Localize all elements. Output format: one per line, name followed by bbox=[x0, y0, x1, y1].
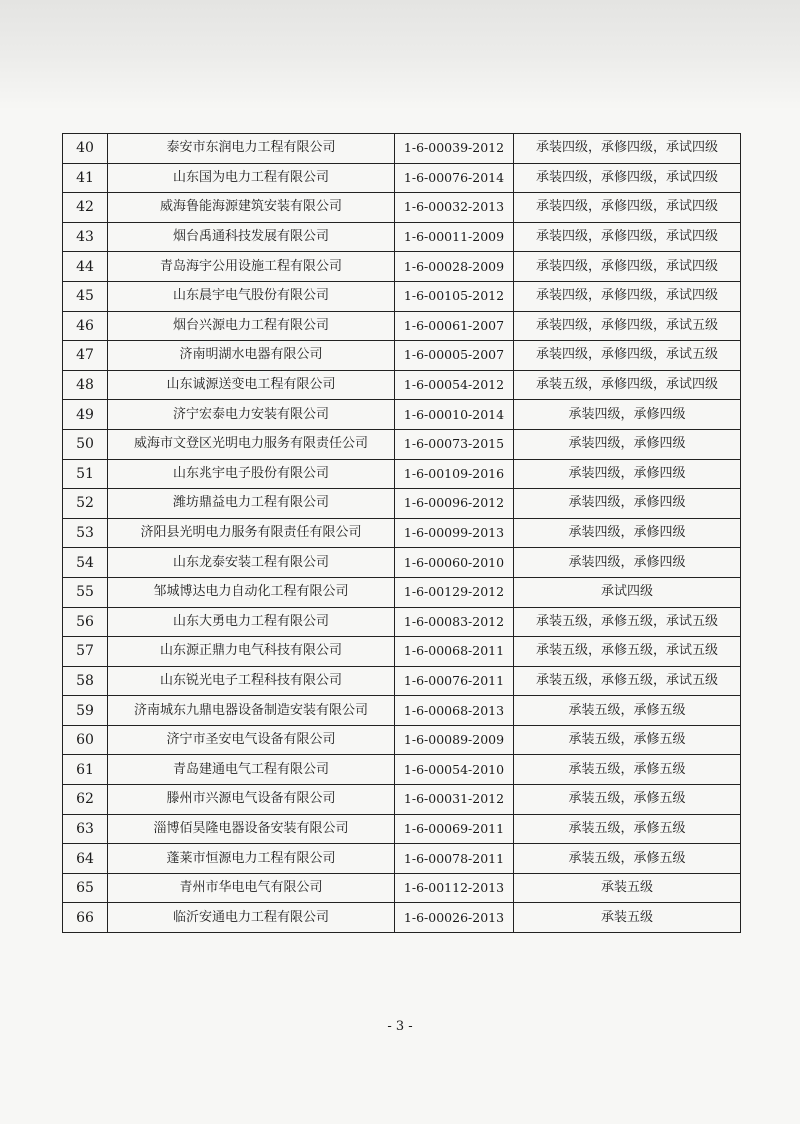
table-row bbox=[63, 518, 741, 548]
row-number: 40 bbox=[63, 134, 108, 164]
company-name: 临沂安通电力工程有限公司 bbox=[108, 903, 395, 933]
qualification-grade: 承装四级，承修四级 bbox=[514, 518, 741, 548]
qualification-grade: 承试四级 bbox=[514, 577, 741, 607]
table-row bbox=[63, 577, 741, 607]
certificate-code: 1-6-00069-2011 bbox=[395, 814, 514, 844]
table-row bbox=[63, 341, 741, 371]
qualification-grade: 承装四级，承修四级，承试五级 bbox=[514, 311, 741, 341]
row-number: 42 bbox=[63, 193, 108, 223]
company-name: 青州市华电电气有限公司 bbox=[108, 873, 395, 903]
qualification-grade: 承装四级，承修四级 bbox=[514, 459, 741, 489]
certificate-code: 1-6-00010-2014 bbox=[395, 400, 514, 430]
certificate-code: 1-6-00005-2007 bbox=[395, 341, 514, 371]
certificate-code: 1-6-00061-2007 bbox=[395, 311, 514, 341]
row-number: 63 bbox=[63, 814, 108, 844]
qualification-grade: 承装四级，承修四级，承试四级 bbox=[514, 252, 741, 282]
page-number: - 3 - bbox=[387, 1019, 413, 1034]
qualification-grade: 承装四级，承修四级 bbox=[514, 548, 741, 578]
company-name: 山东兆宇电子股份有限公司 bbox=[108, 459, 395, 489]
certificate-code: 1-6-00028-2009 bbox=[395, 252, 514, 282]
company-name: 烟台禹通科技发展有限公司 bbox=[108, 222, 395, 252]
table-row bbox=[63, 814, 741, 844]
qualification-grade: 承装五级，承修五级 bbox=[514, 696, 741, 726]
table-row bbox=[63, 548, 741, 578]
company-name: 潍坊鼎益电力工程有限公司 bbox=[108, 489, 395, 519]
table-row bbox=[63, 725, 741, 755]
company-name: 济宁宏泰电力安装有限公司 bbox=[108, 400, 395, 430]
company-name: 山东大勇电力工程有限公司 bbox=[108, 607, 395, 637]
row-number: 56 bbox=[63, 607, 108, 637]
row-number: 50 bbox=[63, 429, 108, 459]
qualification-grade: 承装五级，承修五级，承试五级 bbox=[514, 607, 741, 637]
company-name: 山东国为电力工程有限公司 bbox=[108, 163, 395, 193]
table-row bbox=[63, 696, 741, 726]
company-name: 蓬莱市恒源电力工程有限公司 bbox=[108, 844, 395, 874]
row-number: 61 bbox=[63, 755, 108, 785]
certificate-code: 1-6-00060-2010 bbox=[395, 548, 514, 578]
certificate-code: 1-6-00089-2009 bbox=[395, 725, 514, 755]
certificate-code: 1-6-00011-2009 bbox=[395, 222, 514, 252]
row-number: 41 bbox=[63, 163, 108, 193]
table-row bbox=[63, 370, 741, 400]
company-name: 邹城博达电力自动化工程有限公司 bbox=[108, 577, 395, 607]
certificate-code: 1-6-00083-2012 bbox=[395, 607, 514, 637]
company-name: 青岛海宇公用设施工程有限公司 bbox=[108, 252, 395, 282]
certificate-code: 1-6-00076-2014 bbox=[395, 163, 514, 193]
row-number: 44 bbox=[63, 252, 108, 282]
company-name: 山东龙泰安装工程有限公司 bbox=[108, 548, 395, 578]
row-number: 62 bbox=[63, 785, 108, 815]
company-name: 山东锐光电子工程科技有限公司 bbox=[108, 666, 395, 696]
row-number: 49 bbox=[63, 400, 108, 430]
company-name: 淄博佰昊隆电器设备安装有限公司 bbox=[108, 814, 395, 844]
row-number: 55 bbox=[63, 577, 108, 607]
qualification-grade: 承装四级，承修四级，承试四级 bbox=[514, 163, 741, 193]
qualification-grade: 承装五级 bbox=[514, 873, 741, 903]
row-number: 53 bbox=[63, 518, 108, 548]
table-row bbox=[63, 785, 741, 815]
table-row bbox=[63, 222, 741, 252]
table-row bbox=[63, 903, 741, 933]
table-row bbox=[63, 429, 741, 459]
table-row bbox=[63, 311, 741, 341]
row-number: 60 bbox=[63, 725, 108, 755]
qualification-grade: 承装五级，承修五级 bbox=[514, 725, 741, 755]
qualification-table-container bbox=[62, 133, 738, 933]
table-row bbox=[63, 489, 741, 519]
scan-header-shadow bbox=[0, 0, 800, 110]
company-name: 青岛建通电气工程有限公司 bbox=[108, 755, 395, 785]
row-number: 58 bbox=[63, 666, 108, 696]
qualification-grade: 承装四级，承修四级 bbox=[514, 489, 741, 519]
table-row bbox=[63, 163, 741, 193]
company-name: 威海市文登区光明电力服务有限责任公司 bbox=[108, 429, 395, 459]
row-number: 66 bbox=[63, 903, 108, 933]
qualification-grade: 承装五级，承修五级 bbox=[514, 814, 741, 844]
certificate-code: 1-6-00096-2012 bbox=[395, 489, 514, 519]
qualification-grade: 承装五级，承修五级，承试五级 bbox=[514, 666, 741, 696]
row-number: 43 bbox=[63, 222, 108, 252]
certificate-code: 1-6-00026-2013 bbox=[395, 903, 514, 933]
row-number: 52 bbox=[63, 489, 108, 519]
certificate-code: 1-6-00076-2011 bbox=[395, 666, 514, 696]
table-row bbox=[63, 755, 741, 785]
row-number: 65 bbox=[63, 873, 108, 903]
row-number: 48 bbox=[63, 370, 108, 400]
certificate-code: 1-6-00129-2012 bbox=[395, 577, 514, 607]
certificate-code: 1-6-00068-2013 bbox=[395, 696, 514, 726]
qualification-grade: 承装五级，承修五级 bbox=[514, 844, 741, 874]
company-name: 滕州市兴源电气设备有限公司 bbox=[108, 785, 395, 815]
qualification-grade: 承装五级，承修五级，承试五级 bbox=[514, 637, 741, 667]
certificate-code: 1-6-00031-2012 bbox=[395, 785, 514, 815]
qualification-grade: 承装四级，承修四级，承试四级 bbox=[514, 222, 741, 252]
qualification-grade: 承装五级，承修五级 bbox=[514, 785, 741, 815]
certificate-code: 1-6-00109-2016 bbox=[395, 459, 514, 489]
row-number: 45 bbox=[63, 281, 108, 311]
table-row bbox=[63, 281, 741, 311]
certificate-code: 1-6-00054-2012 bbox=[395, 370, 514, 400]
table-row bbox=[63, 637, 741, 667]
certificate-code: 1-6-00068-2011 bbox=[395, 637, 514, 667]
qualification-table bbox=[62, 133, 741, 933]
company-name: 烟台兴源电力工程有限公司 bbox=[108, 311, 395, 341]
certificate-code: 1-6-00112-2013 bbox=[395, 873, 514, 903]
row-number: 46 bbox=[63, 311, 108, 341]
row-number: 57 bbox=[63, 637, 108, 667]
table-row bbox=[63, 193, 741, 223]
qualification-grade: 承装四级，承修四级 bbox=[514, 400, 741, 430]
qualification-grade: 承装四级，承修四级，承试四级 bbox=[514, 134, 741, 164]
certificate-code: 1-6-00039-2012 bbox=[395, 134, 514, 164]
row-number: 59 bbox=[63, 696, 108, 726]
company-name: 山东诚源送变电工程有限公司 bbox=[108, 370, 395, 400]
qualification-grade: 承装五级 bbox=[514, 903, 741, 933]
table-row bbox=[63, 844, 741, 874]
company-name: 山东源正鼎力电气科技有限公司 bbox=[108, 637, 395, 667]
qualification-grade: 承装四级，承修四级，承试五级 bbox=[514, 341, 741, 371]
certificate-code: 1-6-00054-2010 bbox=[395, 755, 514, 785]
qualification-grade: 承装五级，承修四级，承试四级 bbox=[514, 370, 741, 400]
table-row bbox=[63, 400, 741, 430]
table-row bbox=[63, 459, 741, 489]
certificate-code: 1-6-00073-2015 bbox=[395, 429, 514, 459]
certificate-code: 1-6-00105-2012 bbox=[395, 281, 514, 311]
certificate-code: 1-6-00099-2013 bbox=[395, 518, 514, 548]
table-row bbox=[63, 134, 741, 164]
company-name: 济南城东九鼎电器设备制造安装有限公司 bbox=[108, 696, 395, 726]
company-name: 济阳县光明电力服务有限责任有限公司 bbox=[108, 518, 395, 548]
company-name: 威海鲁能海源建筑安装有限公司 bbox=[108, 193, 395, 223]
company-name: 山东晨宇电气股份有限公司 bbox=[108, 281, 395, 311]
company-name: 济宁市圣安电气设备有限公司 bbox=[108, 725, 395, 755]
row-number: 54 bbox=[63, 548, 108, 578]
row-number: 51 bbox=[63, 459, 108, 489]
certificate-code: 1-6-00078-2011 bbox=[395, 844, 514, 874]
qualification-grade: 承装四级，承修四级，承试四级 bbox=[514, 281, 741, 311]
table-row bbox=[63, 607, 741, 637]
company-name: 泰安市东润电力工程有限公司 bbox=[108, 134, 395, 164]
row-number: 47 bbox=[63, 341, 108, 371]
table-body bbox=[63, 134, 741, 933]
certificate-code: 1-6-00032-2013 bbox=[395, 193, 514, 223]
qualification-grade: 承装五级，承修五级 bbox=[514, 755, 741, 785]
table-row bbox=[63, 666, 741, 696]
company-name: 济南明湖水电器有限公司 bbox=[108, 341, 395, 371]
table-row bbox=[63, 873, 741, 903]
qualification-grade: 承装四级，承修四级 bbox=[514, 429, 741, 459]
table-row bbox=[63, 252, 741, 282]
row-number: 64 bbox=[63, 844, 108, 874]
qualification-grade: 承装四级，承修四级，承试四级 bbox=[514, 193, 741, 223]
